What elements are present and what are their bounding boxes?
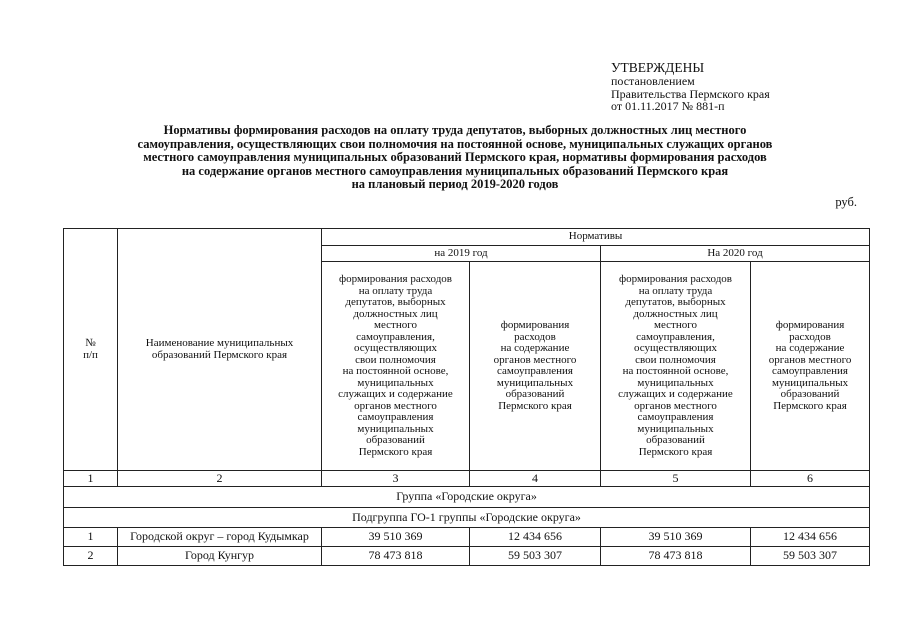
- row-value-2020-labor: 39 510 369: [601, 528, 751, 547]
- header-municipality-name: Наименование муниципальных образований Пермского края: [118, 229, 322, 471]
- header-year-2020: На 2020 год: [601, 246, 870, 262]
- approval-line: от 01.11.2017 № 881-п: [611, 99, 725, 113]
- header-year-2019: на 2019 год: [322, 246, 601, 262]
- row-municipality-name: Город Кунгур: [118, 547, 322, 566]
- row-value-2020-maintenance: 12 434 656: [751, 528, 870, 547]
- row-value-2019-maintenance: 59 503 307: [470, 547, 601, 566]
- normatives-table: [63, 228, 870, 566]
- header-labor-2020: формирования расходов на оплату труда депутатов, выборных должностных лиц местного самоуправления, осуществляющих свои полномочия на постоянной основе, муниципальных служащих и содержание органов местного самоуправления муниципальных образований Пермского края: [601, 262, 751, 471]
- row-municipality-name: Городской округ – город Кудымкар: [118, 528, 322, 547]
- row-value-2020-labor: 78 473 818: [601, 547, 751, 566]
- column-number: 3: [322, 471, 470, 487]
- column-number: 5: [601, 471, 751, 487]
- table-row: [64, 547, 870, 566]
- approval-line: Правительства Пермского края: [611, 86, 770, 101]
- column-number: 6: [751, 471, 870, 487]
- approval-block: [611, 60, 770, 113]
- row-value-2019-labor: 78 473 818: [322, 547, 470, 566]
- group-row: Группа «Городские округа»: [64, 487, 870, 508]
- title-line: на содержание органов местного самоуправления муниципальных образований Пермского края: [181, 163, 729, 178]
- header-maintenance-2020: формирования расходов на содержание органов местного самоуправления муниципальных образований Пермского края: [751, 262, 870, 471]
- subgroup-row: Подгруппа ГО-1 группы «Городские округа»: [64, 508, 870, 528]
- document-title: [70, 124, 840, 192]
- currency-unit: руб.: [835, 195, 857, 209]
- header-labor-2019: формирования расходов на оплату труда депутатов, выборных должностных лиц местного самоуправления, осуществляющих свои полномочия на постоянной основе, муниципальных служащих и содержание органов местного самоуправления муниципальных образований Пермского края: [322, 262, 470, 471]
- header-normatives: Нормативы: [322, 229, 870, 246]
- row-value-2019-labor: 39 510 369: [322, 528, 470, 547]
- header-number: № п/п: [64, 229, 118, 471]
- title-line: Нормативы формирования расходов на оплату труда депутатов, выборных должностных лиц местного: [163, 123, 747, 137]
- column-number: 1: [64, 471, 118, 487]
- row-value-2020-maintenance: 59 503 307: [751, 547, 870, 566]
- approval-heading: УТВЕРЖДЕНЫ: [611, 60, 705, 75]
- column-number: 2: [118, 471, 322, 487]
- approval-line: постановлением: [611, 74, 695, 88]
- table-row: [64, 528, 870, 547]
- row-value-2019-maintenance: 12 434 656: [470, 528, 601, 547]
- column-number: 4: [470, 471, 601, 487]
- row-number: 2: [64, 547, 118, 566]
- title-line: местного самоуправления муниципальных образований Пермского края, нормативы формирования расходов: [143, 150, 767, 165]
- column-numbers-row: [64, 471, 870, 487]
- title-line: самоуправления, осуществляющих свои полномочия на постоянной основе, муниципальных служащих органов: [137, 136, 773, 151]
- row-number: 1: [64, 528, 118, 547]
- header-maintenance-2019: формирования расходов на содержание органов местного самоуправления муниципальных образований Пермского края: [470, 262, 601, 471]
- title-line: на плановый период 2019-2020 годов: [351, 177, 559, 192]
